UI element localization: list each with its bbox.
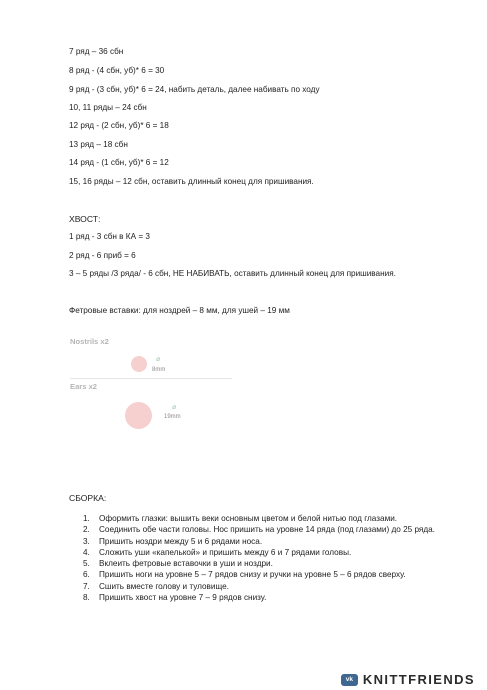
assembly-step: [69, 581, 449, 592]
step-text: Соединить обе части головы. Нос пришить на уровне 14 ряда (под глазами) до 25 ряда.: [99, 525, 435, 535]
row-15-16: 15, 16 ряды – 12 сбн, оставить длинный конец для пришивания.: [69, 177, 314, 186]
ears-size-label: 19mm: [164, 414, 181, 420]
brand-watermark: [341, 672, 475, 687]
step-number: 8.: [83, 593, 90, 603]
step-number: 4.: [83, 547, 90, 557]
figure-divider: [70, 378, 232, 379]
step-text: Пришить ноздри между 5 и 6 рядами носа.: [99, 536, 263, 546]
assembly-step: [69, 592, 449, 603]
row-14: 14 ряд - (1 сбн, уб)* 6 = 12: [69, 158, 169, 167]
assembly-steps-list: [69, 513, 449, 603]
step-text: Пришить хвост на уровне 7 – 9 рядов снизу.: [99, 593, 267, 603]
assembly-step: [69, 569, 449, 580]
row-7: 7 ряд – 36 сбн: [69, 47, 124, 56]
tail-row-2: 2 ряд - 6 приб = 6: [69, 251, 136, 260]
step-number: 2.: [83, 525, 90, 535]
nostril-circle: [131, 356, 147, 372]
nostrils-size-label: 8mm: [152, 367, 166, 373]
assembly-step: [69, 536, 449, 547]
vk-logo-icon: vk: [341, 674, 358, 686]
diameter-icon: ⌀: [156, 356, 161, 363]
row-9: 9 ряд - (3 сбн, уб)* 6 = 24, набить деталь, далее набивать по ходу: [69, 85, 320, 94]
step-text: Вклеить фетровые вставочки в уши и ноздри.: [99, 559, 273, 569]
assembly-step: [69, 524, 449, 535]
step-number: 1.: [83, 514, 90, 523]
assembly-step: [69, 513, 449, 524]
assembly-step: [69, 547, 449, 558]
brand-name: KNITTFRIENDS: [362, 672, 475, 687]
step-text: Сложить уши «капелькой» и пришить между 6 и 7 рядами головы.: [99, 547, 352, 557]
step-text: Оформить глазки: вышить веки основным цветом и белой нитью под глазами.: [99, 514, 398, 523]
row-10-11: 10, 11 ряды – 24 сбн: [69, 103, 147, 112]
tail-row-1: 1 ряд - 3 сбн в КА = 3: [69, 232, 150, 241]
step-number: 6.: [83, 570, 90, 580]
ears-label: Ears x2: [70, 382, 98, 391]
ear-circle: [125, 402, 152, 429]
step-number: 5.: [83, 559, 90, 569]
row-12: 12 ряд - (2 сбн, уб)* 6 = 18: [69, 121, 169, 130]
assembly-step: [69, 558, 449, 569]
diameter-icon: ⌀: [172, 404, 177, 411]
step-text: Пришить ноги на уровне 5 – 7 рядов снизу и ручки на уровне 5 – 6 рядов сверху.: [99, 570, 406, 580]
step-text: Сшить вместе голову и туловище.: [99, 581, 229, 591]
step-number: 7.: [83, 581, 90, 591]
row-13: 13 ряд – 18 сбн: [69, 140, 128, 149]
felt-inserts-note: Фетровые вставки: для ноздрей – 8 мм, для ушей – 19 мм: [69, 306, 290, 315]
assembly-heading: СБОРКА:: [69, 493, 107, 503]
step-number: 3.: [83, 536, 90, 546]
tail-row-3-5: 3 – 5 ряды /3 ряда/ - 6 сбн, НЕ НАБИВАТЬ, оставить длинный конец для пришивания.: [69, 269, 396, 278]
tail-heading: ХВОСТ:: [69, 214, 101, 224]
nostrils-label: Nostrils x2: [70, 337, 109, 346]
row-8: 8 ряд - (4 сбн, уб)* 6 = 30: [69, 66, 165, 75]
